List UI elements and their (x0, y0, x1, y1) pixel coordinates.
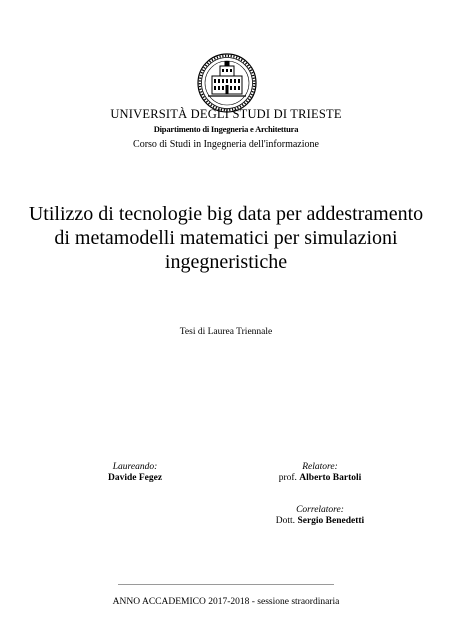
thesis-type: Tesi di Laurea Triennale (179, 327, 273, 337)
relatore-name: Alberto Bartoli (299, 473, 362, 483)
thesis-title-line: ingegneristiche (164, 251, 288, 273)
department-name: Dipartimento di Ingegneria e Architettura (153, 124, 299, 134)
footer-divider (118, 584, 334, 585)
relatore-label: Relatore: (302, 462, 338, 472)
university-name: UNIVERSITÀ DEGLI STUDI DI TRIESTE (110, 107, 342, 121)
academic-year: ANNO ACCADEMICO 2017-2018 - sessione straordinaria (112, 597, 340, 607)
laureando-block (105, 462, 165, 484)
laureando-name: Davide Fegez (107, 473, 163, 483)
correlatore-label: Correlatore: (296, 505, 344, 515)
thesis-title-line: Utilizzo di tecnologie big data per addestramento (28, 203, 424, 225)
relatore-title: prof. (278, 473, 297, 483)
university-seal-icon (196, 52, 258, 114)
thesis-title (0, 202, 452, 274)
laureando-label: Laureando: (112, 462, 158, 472)
correlatore-name: Sergio Benedetti (297, 516, 365, 526)
relatore-block (270, 462, 370, 484)
correlatore-title: Dott. (275, 516, 296, 526)
course-name: Corso di Studi in Ingegneria dell'informazione (133, 139, 319, 150)
correlatore-block (265, 505, 375, 527)
thesis-title-line: di metamodelli matematici per simulazioni (54, 227, 398, 249)
